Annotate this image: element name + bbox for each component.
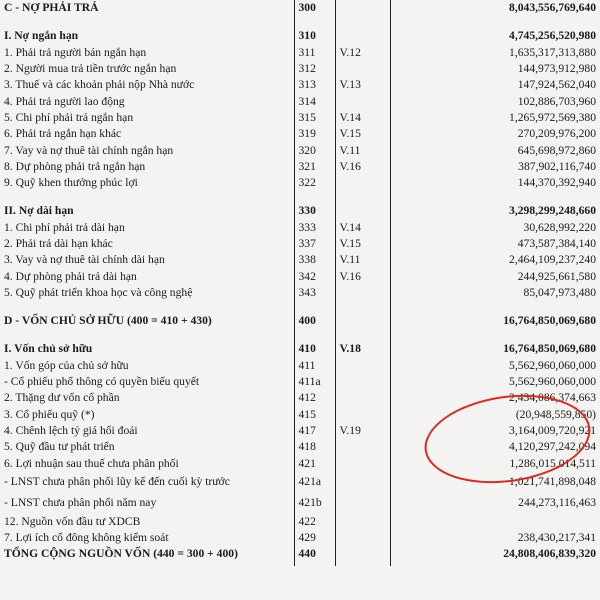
- row-amount: 16,764,850,069,680: [390, 313, 600, 329]
- row-note: V.16: [335, 159, 390, 175]
- row-amount: 4,120,297,242,094: [390, 439, 600, 455]
- row-code: 415: [294, 407, 335, 423]
- row-amount: 5,562,960,060,000: [390, 358, 600, 374]
- table-row: [0, 285, 600, 301]
- row-amount: 3,298,299,248,660: [390, 203, 600, 219]
- row-code: 311: [294, 45, 335, 61]
- row-code: 320: [294, 142, 335, 158]
- row-label: - LNST chưa phân phối năm nay: [4, 496, 157, 510]
- table-row: [0, 159, 600, 175]
- table-row: [0, 268, 600, 284]
- row-amount: 30,628,992,220: [390, 220, 600, 236]
- row-label: 2. Phải trả dài hạn khác: [4, 237, 113, 250]
- row-note: [335, 439, 390, 455]
- row-label: 6. Phải trả ngắn hạn khác: [4, 127, 122, 141]
- row-code: 310: [294, 28, 335, 44]
- row-note: [335, 493, 390, 514]
- row-label: [0, 301, 294, 313]
- row-label: [0, 191, 294, 203]
- table-row: [0, 93, 600, 109]
- row-label: TỔNG CỘNG NGUỒN VỐN (440 = 300 + 400): [4, 547, 238, 561]
- row-note: V.15: [335, 126, 390, 142]
- table-row: [0, 45, 600, 61]
- row-label: I. Vốn chủ sở hữu: [4, 342, 93, 356]
- table-row: [0, 530, 600, 546]
- row-note: V.12: [335, 45, 390, 61]
- row-code: 410: [294, 341, 335, 357]
- row-amount: 5,562,960,060,000: [390, 374, 600, 390]
- row-label: 5. Quỹ đầu tư phát triển: [4, 440, 115, 454]
- table-row: [0, 142, 600, 158]
- row-label: 5. Quỹ phát triển khoa học và công nghệ: [4, 285, 193, 299]
- table-row: [0, 236, 600, 252]
- row-amount: 102,886,703,960: [390, 93, 600, 109]
- row-code: 333: [294, 220, 335, 236]
- table-row: [0, 358, 600, 374]
- row-label: 2. Thặng dư vốn cổ phần: [4, 391, 120, 405]
- table-row: [0, 341, 600, 357]
- table-row: [0, 191, 600, 203]
- row-amount: [390, 329, 600, 341]
- row-amount: 144,973,912,980: [390, 61, 600, 77]
- row-note: V.13: [335, 77, 390, 93]
- row-amount: 1,286,015,014,511: [390, 455, 600, 471]
- row-amount: [390, 16, 600, 28]
- row-label: 4. Chênh lệch tỷ giá hối đoái: [4, 423, 138, 437]
- row-amount: [390, 514, 600, 530]
- row-amount: 645,698,972,860: [390, 142, 600, 158]
- row-note: [335, 175, 390, 191]
- row-code: 412: [294, 390, 335, 406]
- row-note: [335, 203, 390, 219]
- table-row: [0, 203, 600, 219]
- row-code: 321: [294, 159, 335, 175]
- table-row: [0, 77, 600, 93]
- row-note: [335, 329, 390, 341]
- row-label: - LNST chưa phân phối lũy kế đến cuối kỳ trước: [4, 475, 230, 489]
- row-note: [335, 16, 390, 28]
- row-amount: 3,164,009,720,921: [390, 423, 600, 439]
- row-note: [335, 407, 390, 423]
- row-note: [335, 28, 390, 44]
- row-code: 421: [294, 455, 335, 471]
- row-amount: 2,464,109,237,240: [390, 252, 600, 268]
- row-amount: [390, 191, 600, 203]
- row-amount: 144,370,392,940: [390, 175, 600, 191]
- table-row: [0, 28, 600, 44]
- row-amount: 1,021,741,898,048: [390, 472, 600, 493]
- row-code: 400: [294, 313, 335, 329]
- row-amount: 85,047,973,480: [390, 285, 600, 301]
- row-code: 421b: [294, 493, 335, 514]
- table-row: [0, 301, 600, 313]
- table-row: [0, 514, 600, 530]
- table-row: [0, 313, 600, 329]
- row-note: [335, 0, 390, 16]
- row-amount: 244,273,116,463: [390, 493, 600, 514]
- row-note: [335, 301, 390, 313]
- row-amount: 16,764,850,069,680: [390, 341, 600, 357]
- table-row: [0, 16, 600, 28]
- row-note: V.18: [335, 341, 390, 357]
- row-note: [335, 358, 390, 374]
- row-code: 300: [294, 0, 335, 16]
- row-label: - Cổ phiếu phổ thông có quyền biểu quyết: [4, 375, 200, 389]
- row-code: 330: [294, 203, 335, 219]
- row-code: 312: [294, 61, 335, 77]
- row-code: 313: [294, 77, 335, 93]
- row-amount: 24,808,406,839,320: [390, 546, 600, 566]
- row-label: 4. Phải trả người lao động: [4, 94, 125, 108]
- row-note: [335, 514, 390, 530]
- row-note: [335, 472, 390, 493]
- table-row: [0, 329, 600, 341]
- row-label: 2. Người mua trả tiền trước ngắn hạn: [4, 62, 177, 76]
- table-row: [0, 374, 600, 390]
- row-note: V.11: [335, 252, 390, 268]
- row-code: 319: [294, 126, 335, 142]
- row-note: [335, 546, 390, 566]
- row-amount: 8,043,556,769,640: [390, 0, 600, 16]
- row-label: 3. Thuế và các khoản phải nộp Nhà nước: [4, 78, 195, 92]
- row-code: 417: [294, 423, 335, 439]
- row-label: D - VỐN CHỦ SỞ HỮU (400 = 410 + 430): [4, 314, 212, 328]
- row-label: C - NỢ PHẢI TRẢ: [4, 1, 99, 15]
- row-code: 418: [294, 439, 335, 455]
- table-row: [0, 175, 600, 191]
- row-code: 315: [294, 110, 335, 126]
- row-label: 1. Vốn góp của chủ sở hữu: [4, 358, 129, 372]
- row-code: 429: [294, 530, 335, 546]
- table-row: [0, 493, 600, 514]
- row-label: 8. Dự phòng phải trả ngắn hạn: [4, 159, 146, 173]
- row-code: 411: [294, 358, 335, 374]
- row-amount: 1,265,972,569,380: [390, 110, 600, 126]
- row-label: 3. Vay và nợ thuê tài chính dài hạn: [4, 253, 165, 267]
- row-label: [0, 16, 294, 28]
- row-label: 5. Chi phí phải trả ngắn hạn: [4, 110, 134, 124]
- row-note: V.11: [335, 142, 390, 158]
- row-note: V.15: [335, 236, 390, 252]
- table-row: [0, 546, 600, 566]
- table-row: [0, 126, 600, 142]
- row-note: V.14: [335, 110, 390, 126]
- row-label: 7. Vay và nợ thuê tài chính ngắn hạn: [4, 143, 174, 157]
- row-label: 7. Lợi ích cổ đông không kiểm soát: [4, 531, 169, 545]
- row-code: 342: [294, 268, 335, 284]
- row-label: I. Nợ ngắn hạn: [4, 29, 79, 43]
- row-label: 1. Chi phí phải trả dài hạn: [4, 220, 125, 234]
- row-code: 422: [294, 514, 335, 530]
- row-code: 421a: [294, 472, 335, 493]
- row-amount: (20,948,559,850): [390, 407, 600, 423]
- row-amount: 4,745,256,520,980: [390, 28, 600, 44]
- row-note: [335, 93, 390, 109]
- row-code: 440: [294, 546, 335, 566]
- row-amount: 244,925,661,580: [390, 268, 600, 284]
- row-note: [335, 313, 390, 329]
- row-note: V.19: [335, 423, 390, 439]
- row-note: [335, 530, 390, 546]
- row-code: [294, 16, 335, 28]
- row-amount: 147,924,562,040: [390, 77, 600, 93]
- row-amount: 1,635,317,313,880: [390, 45, 600, 61]
- table-row: [0, 61, 600, 77]
- row-code: 411a: [294, 374, 335, 390]
- row-amount: 270,209,976,200: [390, 126, 600, 142]
- row-amount: [390, 301, 600, 313]
- row-code: 343: [294, 285, 335, 301]
- row-code: 337: [294, 236, 335, 252]
- row-label: 9. Quỹ khen thưởng phúc lợi: [4, 176, 138, 190]
- row-note: [335, 390, 390, 406]
- table-row: [0, 252, 600, 268]
- table-row: [0, 110, 600, 126]
- row-code: 338: [294, 252, 335, 268]
- row-amount: 238,430,217,341: [390, 530, 600, 546]
- row-code: [294, 191, 335, 203]
- row-label: [0, 329, 294, 341]
- row-note: [335, 61, 390, 77]
- table-row: [0, 220, 600, 236]
- row-amount: 387,902,116,740: [390, 159, 600, 175]
- row-label: 12. Nguồn vốn đầu tư XDCB: [4, 514, 141, 528]
- row-code: 322: [294, 175, 335, 191]
- row-label: 3. Cổ phiếu quỹ (*): [4, 407, 95, 421]
- row-label: 1. Phải trả người bán ngắn hạn: [4, 45, 147, 59]
- row-label: II. Nợ dài hạn: [4, 204, 74, 218]
- row-amount: 473,587,384,140: [390, 236, 600, 252]
- row-label: 4. Dự phòng phải trả dài hạn: [4, 269, 137, 283]
- row-label: 6. Lợi nhuận sau thuế chưa phân phối: [4, 456, 179, 470]
- table-row: [0, 0, 600, 16]
- row-amount: 2,434,086,374,663: [390, 390, 600, 406]
- row-note: [335, 455, 390, 471]
- row-code: [294, 301, 335, 313]
- row-note: [335, 374, 390, 390]
- row-code: [294, 329, 335, 341]
- row-note: V.16: [335, 268, 390, 284]
- row-note: [335, 285, 390, 301]
- row-note: [335, 191, 390, 203]
- row-code: 314: [294, 93, 335, 109]
- row-note: V.14: [335, 220, 390, 236]
